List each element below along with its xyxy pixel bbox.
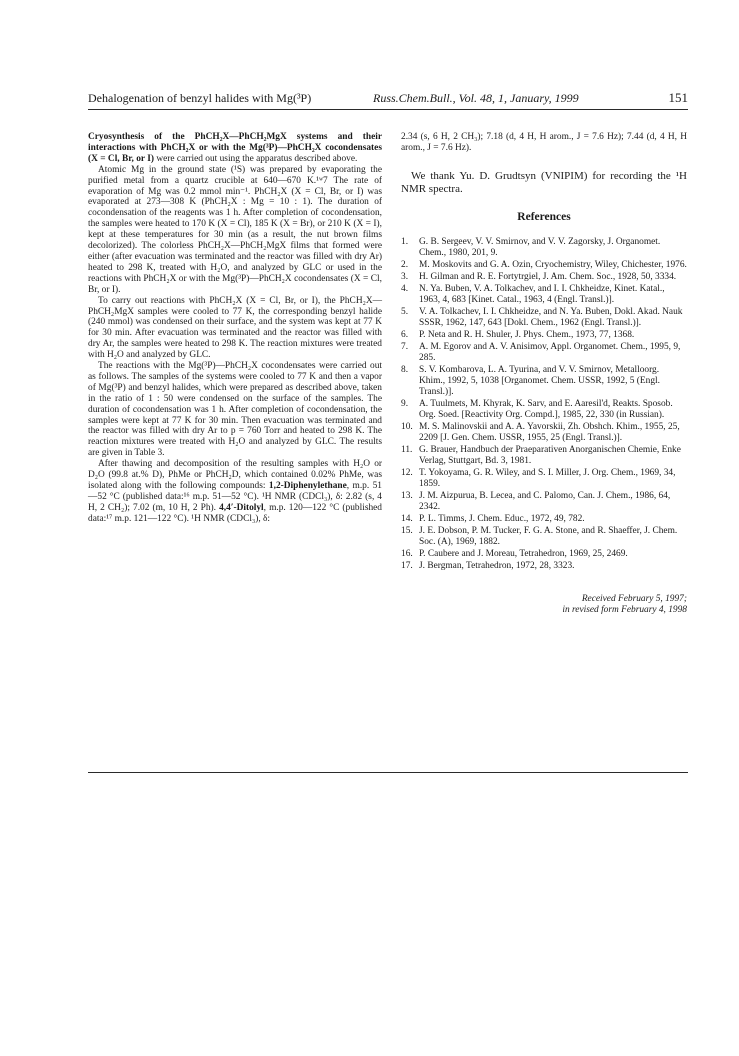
reference-text: S. V. Kombarova, L. A. Tyurina, and V. V. Smirnov, Metalloorg. Khim., 1992, 5, 1038 [Organomet. Chem. USSR, 1992, 5 (Engl. Transl.)]. [419,365,660,397]
paragraph-cryosynthesis [88,132,382,165]
paragraph-text: After thawing and decomposition of the resulting samples with H₂O or D₂O (99.8 at.% D), PhMe or PhCH₂D, which contained 0.02% PhMe, was isolated along with the following compounds: [88,459,382,491]
page-number: 151 [668,90,688,105]
reference-item [401,445,687,467]
compound-name: 1,2-Diphenylethane [268,481,347,491]
reference-item [401,549,687,560]
compound-name: 4,4′-Ditolyl [219,502,264,513]
reference-number: 16. [401,549,413,559]
reference-text: G. B. Sergeev, V. V. Smirnov, and V. V. Zagorsky, J. Organomet. Chem., 1980, 201, 9. [419,236,661,258]
reference-text: J. Bergman, Tetrahedron, 1972, 28, 3323. [419,561,575,572]
acknowledgment: We thank Yu. D. Grudtsyn (VNIPIM) for recording the ¹H NMR spectra. [401,169,687,195]
reference-number: 7. [401,342,409,352]
running-title: Dehalogenation of benzyl halides with Mg(³P) [88,91,312,105]
reference-item [401,399,687,421]
reference-item [401,561,687,572]
reference-number: 12. [401,467,413,478]
reference-text: M. S. Malinovskii and A. A. Yavorskii, Zh. Obshch. Khim., 1955, 25, 2209 [J. Gen. Chem. USSR, 1955, 25 (Engl. Transl.)]. [419,421,680,443]
reference-item [401,330,687,341]
reference-text: N. Ya. Buben, V. A. Tolkachev, and I. I. Chkheidze, Kinet. Katal., 1963, 4, 683 [Kinet. Catal., 1963, 4 (Engl. Transl.)]. [419,283,665,305]
reference-item [401,272,687,283]
paragraph-reactions-cocondensates: The reactions with the Mg(³P)—PhCH₂X cocondensates were carried out as follows. The samples of the systems were cooled to 77 K and then a vapor of Mg(³P) and benzyl halides, which were prepared as described above, taken in the ratio of 1 : 50 were condensed on the surface of the samples. The duration of cocondensation was 1 h. After completion of cocondensation, the samples were kept at 77 K for 30 min. Then evacuation was terminated and the reactor was filled with dry Ar to p = 760 Torr and heated to 298 K. The reaction mixtures were treated with H₂O and analyzed by GLC. The results are given in Table 3. [88,361,382,459]
journal-citation: Russ.Chem.Bull., Vol. 48, 1, January, 1999 [373,91,579,105]
paragraph-thawing [88,459,382,524]
reference-text: A. M. Egorov and A. V. Anisimov, Appl. Organomet. Chem., 1995, 9, 285. [419,342,681,363]
references-heading: References [517,210,571,223]
reference-text: P. Caubere and J. Moreau, Tetrahedron, 1969, 25, 2469. [419,549,628,559]
reference-item [401,237,687,259]
reference-item [401,307,687,329]
reference-number: 10. [401,421,413,432]
reference-text: H. Gilman and R. E. Fortytrgiel, J. Am. Chem. Soc., 1928, 50, 3334. [419,271,677,282]
reference-text: J. M. Aizpurua, B. Lecea, and C. Palomo, Can. J. Chem., 1986, 64, 2342. [419,490,671,512]
reference-number: 1. [401,236,409,247]
reference-text: J. E. Dobson, P. M. Tucker, F. G. A. Stone, and R. Shaeffer, J. Chem. Soc. (A), 1969, 1882. [419,526,678,547]
paragraph-text: , m.p. 120—122 °C (published data:¹⁷ m.p. 121—122 °C). ¹H NMR (CDCl₃), δ: [88,502,382,524]
reference-text: V. A. Tolkachev, I. I. Chkheidze, and N. Ya. Buben, Dokl. Akad. Nauk SSSR, 1962, 147, 643 [Dokl. Chem., 1962 (Engl. Transl.)]. [419,306,683,328]
reference-text: M. Moskovits and G. A. Ozin, Cryochemistry, Wiley, Chichester, 1976. [419,259,687,270]
paragraph-reactions-phch2x: To carry out reactions with PhCH₂X (X = Cl, Br, or I), the PhCH₂X—PhCH₂MgX samples were cooled to 77 K, the corresponding benzyl halide (240 mmol) was condensed on their surface, and the system was kept at 77 K for 30 min. After evacuation was terminated and the reactor was filled with dry Ar, the samples were heated to 298 K. The reaction mixtures were treated with H₂O and analyzed by GLC. [88,295,382,361]
reference-item [401,284,687,306]
paragraph-text: , m.p. 51—52 °C (published data:¹⁶ m.p. 51—52 °C). ¹H NMR (CDCl₃), δ: 2.82 (s, 4 H, 2 CH₂); 7.02 (m, 10 H, 2 Ph). [88,481,382,513]
reference-item [401,422,687,444]
footer-rule [88,772,688,773]
received-dates [401,594,687,616]
reference-text: G. Brauer, Handbuch der Praeparativen Anorganischen Chemie, Enke Verlag, Stuttgart, Bd. 3, 1981. [419,444,681,466]
reference-number: 2. [401,259,409,270]
left-column [88,132,382,525]
reference-number: 14. [401,513,413,524]
references-list [401,237,687,572]
reference-number: 13. [401,490,413,501]
reference-number: 11. [401,444,413,455]
reference-item [401,342,687,364]
reference-number: 6. [401,329,409,340]
reference-item [401,514,687,525]
reference-number: 5. [401,306,409,317]
reference-number: 8. [401,365,409,375]
reference-text: A. Tuulmets, M. Khyrak, K. Sarv, and E. Aaresil'd, Reakts. Sposob. Org. Soed. [Reactivity Org. Compd.], 1985, 22, 330 (in Russian). [419,398,673,420]
reference-text: P. L. Timms, J. Chem. Educ., 1972, 49, 782. [419,513,585,524]
reference-number: 9. [401,398,409,409]
paragraph-atomic-mg: Atomic Mg in the ground state (¹S) was prepared by evaporating the purified metal from a quartz crucible at 640—670 K.¹ʷ7 The rate of evaporation of Mg was 0.2 mmol min⁻¹. PhCH₂X (X = Cl, Br, or I) was evaporated at 273—308 K (PhCH₂X : Mg = 10 : 1). The duration of cocondensation of the reagents was 1 h. After completion of cocondensation, the samples were heated to 170 K (X = Cl), 185 K (X = Br), or 210 K (X = I), kept at these temperatures for 30 min (as a result, the nut brown films decolorized). The colorless PhCH₂X—PhCH₂MgX films that formed were either (after evacuation was terminated and the reactor was filled with dry Ar) heated to 298 K, treated with H₂O, and analyzed by GLC or used in the reactions with PhCH₂X or with the Mg(³P)—PhCH₂X cocondensates (X = Cl, Br, or I). [88,164,382,295]
reference-text: T. Yokoyama, G. R. Wiley, and S. I. Miller, J. Org. Chem., 1969, 34, 1859. [419,467,676,489]
reference-number: 3. [401,271,409,282]
right-column [401,132,687,616]
paragraph-text: were carried out using the apparatus described above. [154,153,358,164]
reference-item [401,526,687,548]
revised-date: in revised form February 4, 1998 [562,605,687,615]
reference-item [401,365,687,398]
reference-item [401,468,687,490]
running-header [88,88,688,108]
reference-number: 17. [401,561,413,572]
paragraph-continuation: 2.34 (s, 6 H, 2 CH₃); 7.18 (d, 4 H, H arom., J = 7.6 Hz); 7.44 (d, 4 H, H arom., J = 7.6 Hz). [401,132,687,153]
received-date: Received February 5, 1997; [581,594,687,604]
reference-item [401,260,687,271]
header-rule [88,109,688,110]
paragraph-heading: Cryosynthesis of the PhCH₂X—PhCH₂MgX systems and their interactions with PhCH₂X or with the Mg(³P)—PhCH₂X cocondensates (X = Cl, Br, or I) [88,132,382,164]
reference-number: 15. [401,526,413,536]
reference-item [401,491,687,513]
reference-text: P. Neta and R. H. Shuler, J. Phys. Chem., 1973, 77, 1368. [419,329,635,340]
reference-number: 4. [401,283,409,294]
